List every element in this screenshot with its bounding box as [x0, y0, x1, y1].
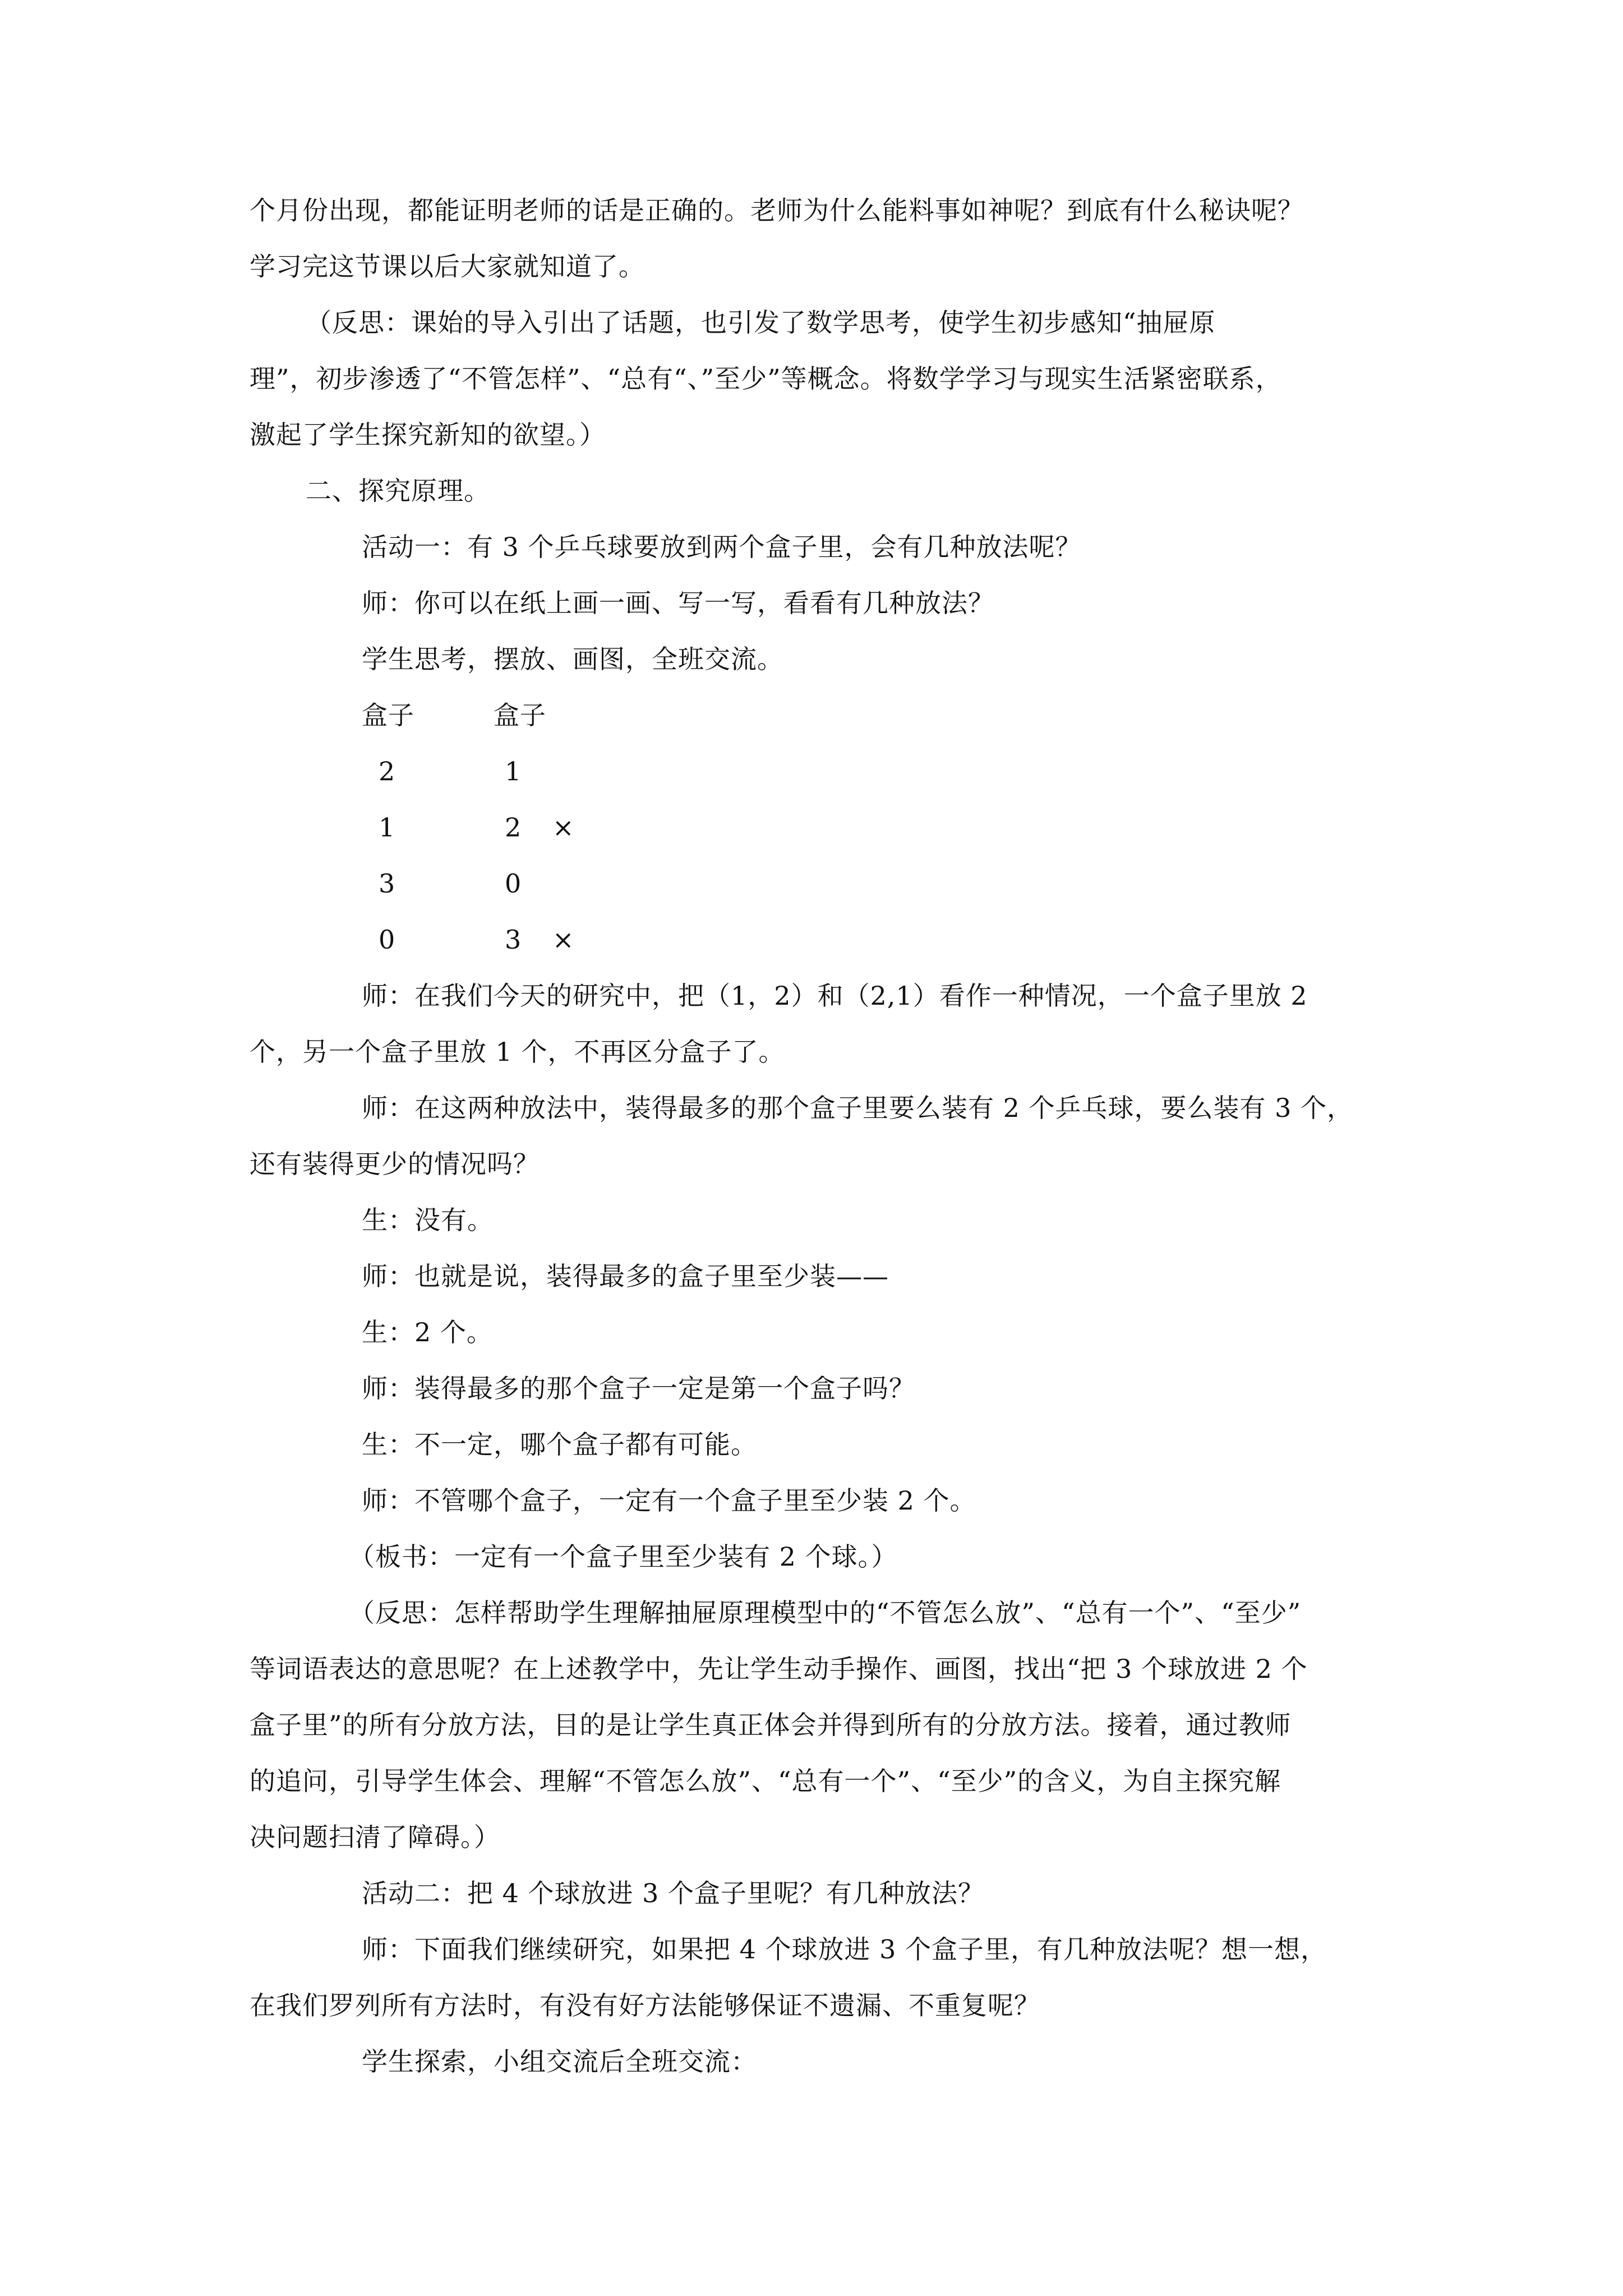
table-cell: 2 [379, 756, 395, 786]
reflection-line: 盒子里”的所有分放方法，目的是让学生真正体会并得到所有的分放方法。接着，通过教师 [250, 1710, 1292, 1740]
table-cell: 0 [379, 924, 395, 955]
paragraph-line: 师：在我们今天的研究中，把（1，2）和（2,1）看作一种情况，一个盒子里放 2 [362, 981, 1308, 1011]
paragraph-line: 师：在这两种放法中，装得最多的那个盒子里要么装有 2 个乒乓球，要么装有 3 个， [362, 1093, 1354, 1123]
paragraph-line: 个月份出现，都能证明老师的话是正确的。老师为什么能料事如神呢？到底有什么秘诀呢？ [250, 195, 1304, 226]
section-heading: 二、探究原理。 [306, 476, 490, 506]
reflection-line: 的追问，引导学生体会、理解“不管怎么放”、“总有一个”、“至少”的含义，为自主探究解 [250, 1766, 1281, 1796]
reflection-line: 激起了学生探究新知的欲望。） [250, 420, 606, 450]
paragraph-line: 学习完这节课以后大家就知道了。 [250, 251, 645, 282]
table-cell: 1 [505, 756, 522, 786]
paragraph-line: 在我们罗列所有方法时，有没有好方法能够保证不遗漏、不重复呢？ [250, 1990, 1040, 2021]
reflection-line: 等词语表达的意思呢？在上述教学中，先让学生动手操作、画图，找出“把 3 个球放进 2 个 [250, 1654, 1308, 1684]
table-cell: 3 [505, 924, 522, 955]
reflection-line: 决问题扫清了障碍。） [250, 1822, 500, 1852]
reflection-line: （反思：课始的导入引出了话题，也引发了数学思考，使学生初步感知“抽屉原 [306, 307, 1216, 338]
paragraph-line: 学生思考，摆放、画图，全班交流。 [362, 644, 783, 674]
dialogue-line: 生：没有。 [362, 1205, 494, 1235]
activity-title: 活动一：有 3 个乒乓球要放到两个盒子里，会有几种放法呢？ [362, 532, 1082, 562]
cross-mark: × [552, 812, 574, 843]
table-cell: 1 [379, 812, 395, 843]
paragraph-line: 个，另一个盒子里放 1 个，不再区分盒子了。 [250, 1037, 785, 1067]
dialogue-line: 师：装得最多的那个盒子一定是第一个盒子吗？ [362, 1373, 915, 1404]
table-cell: 2 [505, 812, 522, 843]
reflection-line: （反思：怎样帮助学生理解抽屉原理模型中的“不管怎么放”、“总有一个”、“至少” [349, 1598, 1302, 1628]
paragraph-line: 师：下面我们继续研究，如果把 4 个球放进 3 个盒子里，有几种放法呢？想一想， [362, 1934, 1327, 1964]
dialogue-line: 生：2 个。 [362, 1317, 493, 1347]
paragraph-line: 还有装得更少的情况吗？ [250, 1149, 540, 1179]
blackboard-note: （板书：一定有一个盒子里至少装有 2 个球。） [349, 1542, 898, 1572]
dialogue-line: 师：也就是说，装得最多的盒子里至少装—— [362, 1261, 889, 1291]
table-cell: 0 [505, 868, 522, 899]
table-cell: 3 [379, 868, 395, 899]
reflection-line: 理”，初步渗透了“不管怎样”、“总有“、”至少”等概念。将数学学习与现实生活紧密联系， [250, 364, 1282, 394]
table-header-box-2: 盒子 [494, 700, 546, 730]
table-header-box-1: 盒子 [362, 700, 414, 730]
paragraph-line: 师：你可以在纸上画一画、写一写，看看有几种放法？ [362, 588, 994, 618]
dialogue-line: 生：不一定，哪个盒子都有可能。 [362, 1429, 757, 1460]
paragraph-line: 学生探索，小组交流后全班交流： [362, 2046, 757, 2077]
dialogue-line: 师：不管哪个盒子，一定有一个盒子里至少装 2 个。 [362, 1485, 976, 1516]
cross-mark: × [552, 924, 574, 955]
activity-title: 活动二：把 4 个球放进 3 个盒子里呢？有几种放法？ [362, 1878, 985, 1908]
